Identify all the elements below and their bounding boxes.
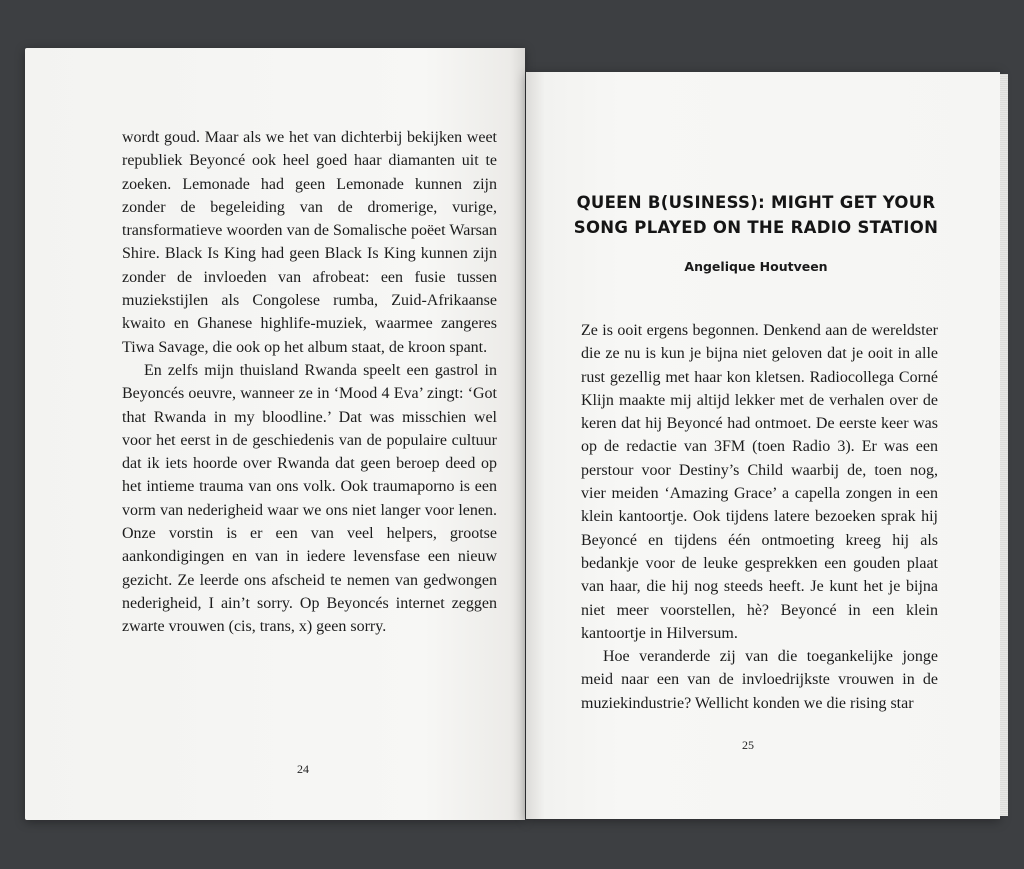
left-page [25,48,525,820]
left-paragraph-2: En zelfs mijn thuisland Rwanda speelt een gastrol in Beyoncés oeuvre, wanneer ze in ‘Mood 4 Eva’ zingt: ‘Got that Rwanda in my bloodline.’ Dat was misschien wel voor het eerst in de geschiedenis van de populaire cultuur dat ik iets hoorde over Rwanda dat geen beroep deed op het intieme trauma van ons volk. Ook traumaporno is een vorm van nederigheid waar we ons niet langer voor lenen. Onze vorstin is er een van veel helpers, grootse aankondigingen en van in iedere levensfase een nieuw gezicht. Ze leerde ons afscheid te nemen van gedwongen nederigheid, I ain’t sorry. Op Beyoncés internet zeggen zwarte vrouwen (cis, trans, x) geen sorry. [122,361,497,636]
page-number-right: 25 [742,738,754,752]
page-edge [1000,74,1008,816]
left-page-body [122,126,497,639]
author-name: Angelique Houtveen [684,259,828,274]
right-paragraph-2: Hoe veranderde zij van die toegankelijke jonge meid naar een van de invloedrijkste vrouwen in de muziekindustrie? Wellicht konden we die rising star [581,648,938,712]
right-page-body [581,319,938,715]
right-paragraph-1: Ze is ooit ergens begonnen. Denkend aan de wereldster die ze nu is kun je bijna niet geloven dat je ooit in alle rust gezellig met haar kon kletsen. Radiocollega Corné Klijn maakte mij altijd lekker met de verhalen over de keren dat hij Beyoncé had ontmoet. De eerste keer was op de redactie van 3FM (toen Radio 3). Er was een perstour voor Destiny’s Child waarbij de, toen nog, vier meiden ‘Amazing Grace’ a capella zongen in een klein kantoortje. Ook tijdens latere bezoeken sprak hij Beyoncé en tijdens één ontmoeting kreeg hij als bedankje voor de leuke gesprekken een gouden plaat van haar, die hij nog steeds heeft. Je kunt het je bijna niet meer voorstellen, hè? Beyoncé in een klein kantoortje in Hilversum. [581,322,938,642]
right-page [526,72,1000,819]
left-paragraph-1: wordt goud. Maar als we het van dichterbij bekijken weet republiek Beyoncé ook heel goed haar diamanten uit te zoeken. Lemonade had geen Lemonade kunnen zijn zonder de begeleiding van de dromerige, vurige, transformatieve woorden van de Somalische poëet Warsan Shire. Black Is King had geen Black Is King kunnen zijn zonder de invloeden van afrobeat: een fusie tussen muziekstijlen als Congolese rumba, Zuid-Afrikaanse kwaito en Ghanese highlife-muziek, waarmee zangeres Tiwa Savage, die ook op het album staat, de kroon spant. [122,129,497,356]
page-number-left: 24 [297,762,309,776]
chapter-title: QUEEN B(USINESS): MIGHT GET YOUR SONG PLAYED ON THE RADIO STATION [573,193,939,237]
